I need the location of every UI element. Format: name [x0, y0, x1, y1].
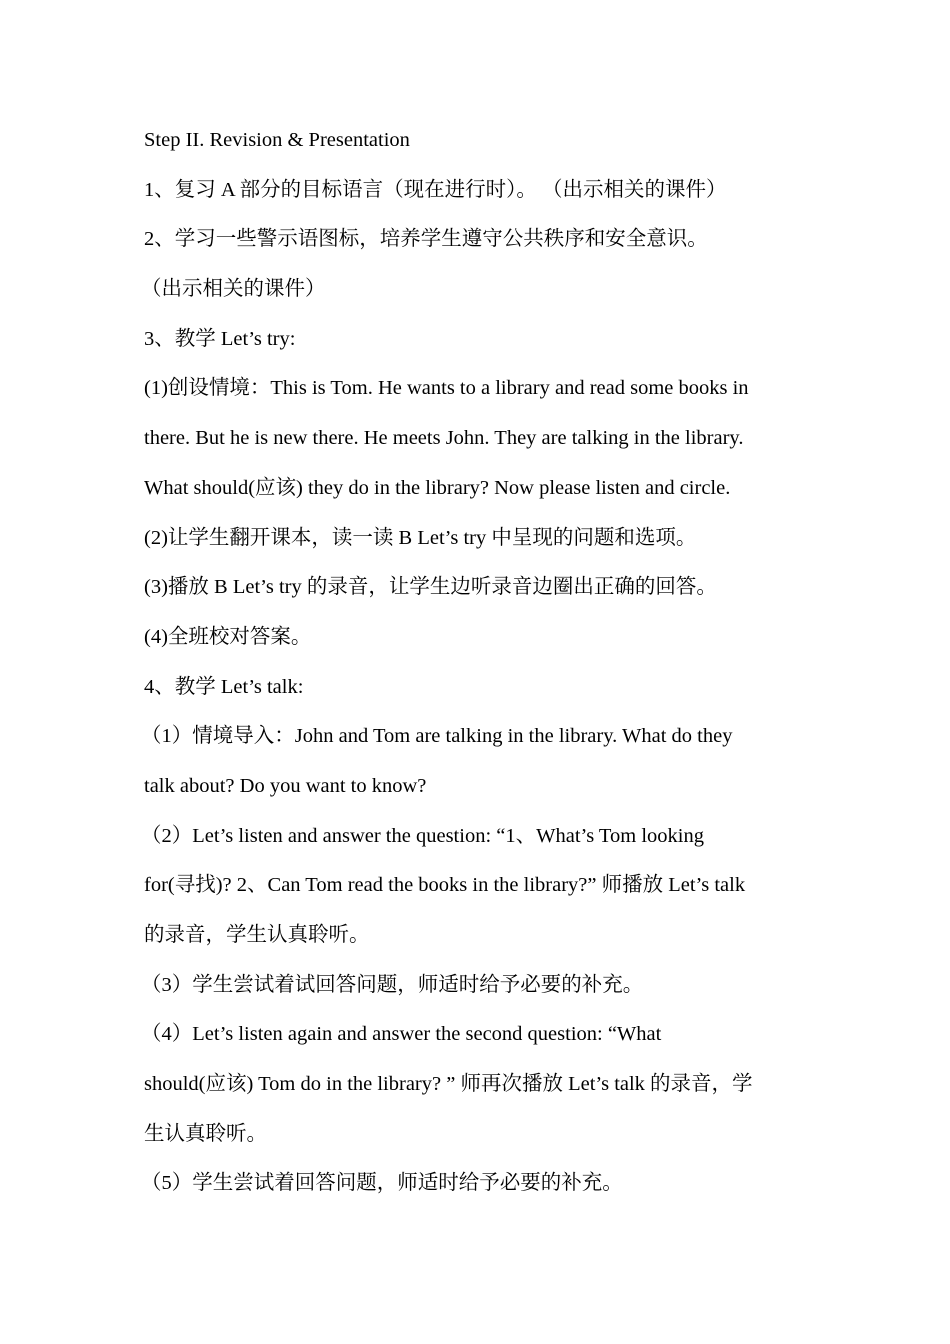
text-line: should(应该) Tom do in the library? ” 师再次播放 Let’s talk 的录音，学: [144, 1073, 753, 1096]
text-line: for(寻找)? 2、Can Tom read the books in the library?” 师播放 Let’s talk: [144, 874, 746, 897]
text-line: (3)播放 B Let’s try 的录音，让学生边听录音边圈出正确的回答。: [144, 576, 717, 599]
text-line: (4)全班校对答案。: [144, 625, 312, 648]
text-line: (1)创设情境：This is Tom. He wants to a library and read some books in: [144, 377, 749, 400]
text-line: （出示相关的课件）: [141, 278, 326, 301]
text-line: （5）学生尝试着回答问题，师适时给予必要的补充。: [141, 1172, 623, 1195]
text-line: 生认真聆听。: [144, 1122, 267, 1145]
text-line: talk about? Do you want to know?: [144, 774, 427, 797]
text-line: （2）Let’s listen and answer the question: “1、What’s Tom looking: [141, 824, 704, 847]
text-line: （1）情境导入：John and Tom are talking in the library. What do they: [141, 725, 733, 748]
text-line: What should(应该) they do in the library? Now please listen and circle.: [144, 476, 731, 499]
step-heading: Step II. Revision & Presentation: [144, 129, 410, 151]
text-line: there. But he is new there. He meets John. They are talking in the library.: [144, 427, 744, 450]
text-line: (2)让学生翻开课本，读一读 B Let’s try 中呈现的问题和选项。: [144, 526, 697, 549]
text-line: 2、学习一些警示语图标，培养学生遵守公共秩序和安全意识。: [144, 228, 708, 251]
text-line: 的录音，学生认真聆听。: [144, 924, 370, 946]
section-heading: 4、教学 Let’s talk:: [144, 675, 304, 698]
text-line: （3）学生尝试着试回答问题，师适时给予必要的补充。: [141, 973, 644, 996]
section-heading: 3、教学 Let’s try:: [144, 327, 296, 350]
text-line: 1、复习 A 部分的目标语言（现在进行时）。 （出示相关的课件）: [144, 178, 727, 201]
document-body: [141, 116, 814, 1209]
text-line: （4）Let’s listen again and answer the second question: “What: [141, 1023, 662, 1046]
